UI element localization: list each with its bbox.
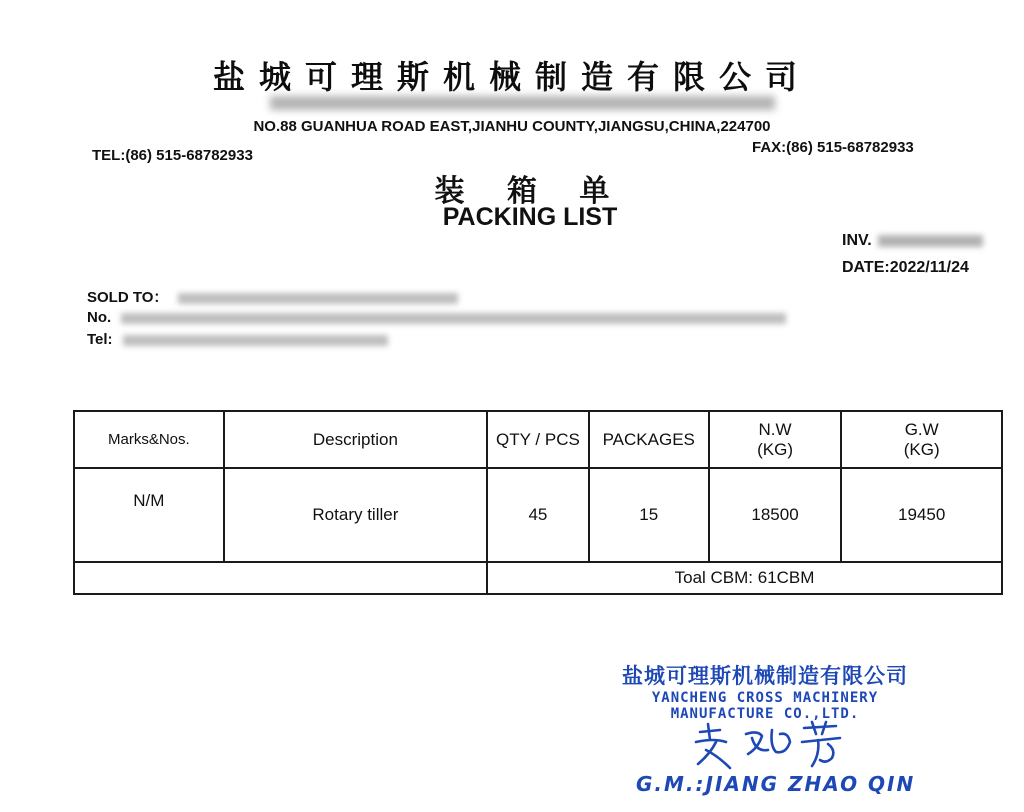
header-description: Description (224, 411, 487, 468)
header-nw (709, 411, 842, 468)
sold-to-line (87, 286, 458, 307)
table-header-row (74, 411, 1002, 468)
header-qty: QTY / PCS (487, 411, 589, 468)
cell-marks: N/M (74, 468, 224, 562)
header-nw-label: N.W (758, 419, 792, 439)
invoice-label: INV. (842, 232, 872, 249)
header-gw-unit: (KG) (903, 439, 940, 459)
document-title-chinese: 装 箱 单 (434, 174, 626, 209)
company-fax: FAX:(86) 515-68782933 (752, 139, 914, 156)
cell-qty: 45 (487, 468, 589, 562)
company-name-chinese: 盐城可理斯机械制造有限公司 (212, 58, 811, 96)
table-row (74, 468, 1002, 562)
document-date: DATE:2022/11/24 (842, 259, 969, 276)
cell-packages: 15 (589, 468, 709, 562)
total-empty-cell (74, 562, 487, 594)
company-stamp (600, 660, 930, 722)
company-tel: TEL:(86) 515-68782933 (92, 147, 253, 164)
stamp-company-chinese: 盐城可理斯机械制造有限公司 (622, 663, 908, 688)
header-packages: PACKAGES (589, 411, 709, 468)
packing-list-table (73, 410, 1003, 595)
sold-to-label: SOLD TO： (87, 289, 169, 306)
header-marks: Marks&Nos. (74, 411, 224, 468)
buyer-tel-redacted (123, 335, 388, 346)
header-gw (841, 411, 1002, 468)
invoice-number-redacted (878, 235, 983, 247)
company-name-english-redacted (270, 96, 775, 110)
buyer-tel-label: Tel: (87, 331, 113, 348)
header-nw-unit: (KG) (757, 439, 793, 459)
stamp-company-english-line1: YANCHENG CROSS MACHINERY (651, 690, 879, 706)
buyer-name-redacted (178, 293, 458, 304)
buyer-tel-line (87, 331, 388, 348)
table-total-row (74, 562, 1002, 594)
stamp-company-english-line2: MANUFACTURE CO.,LTD. (670, 706, 860, 722)
document-title-english: PACKING LIST (442, 203, 618, 231)
cell-gw: 19450 (841, 468, 1002, 562)
cell-nw: 18500 (709, 468, 842, 562)
general-manager-name: G.M.:JIANG ZHAO QIN (636, 772, 916, 796)
buyer-address-line (87, 309, 786, 326)
total-cbm: Toal CBM: 61CBM (487, 562, 1002, 594)
buyer-no-label: No. (87, 309, 112, 326)
company-address: NO.88 GUANHUA ROAD EAST,JIANHU COUNTY,JIANGSU,CHINA,224700 (253, 118, 771, 135)
invoice-number (842, 232, 983, 250)
header-gw-label: G.W (904, 419, 939, 439)
cell-description: Rotary tiller (224, 468, 487, 562)
buyer-address-redacted (121, 313, 786, 324)
handwritten-signature (686, 720, 866, 776)
